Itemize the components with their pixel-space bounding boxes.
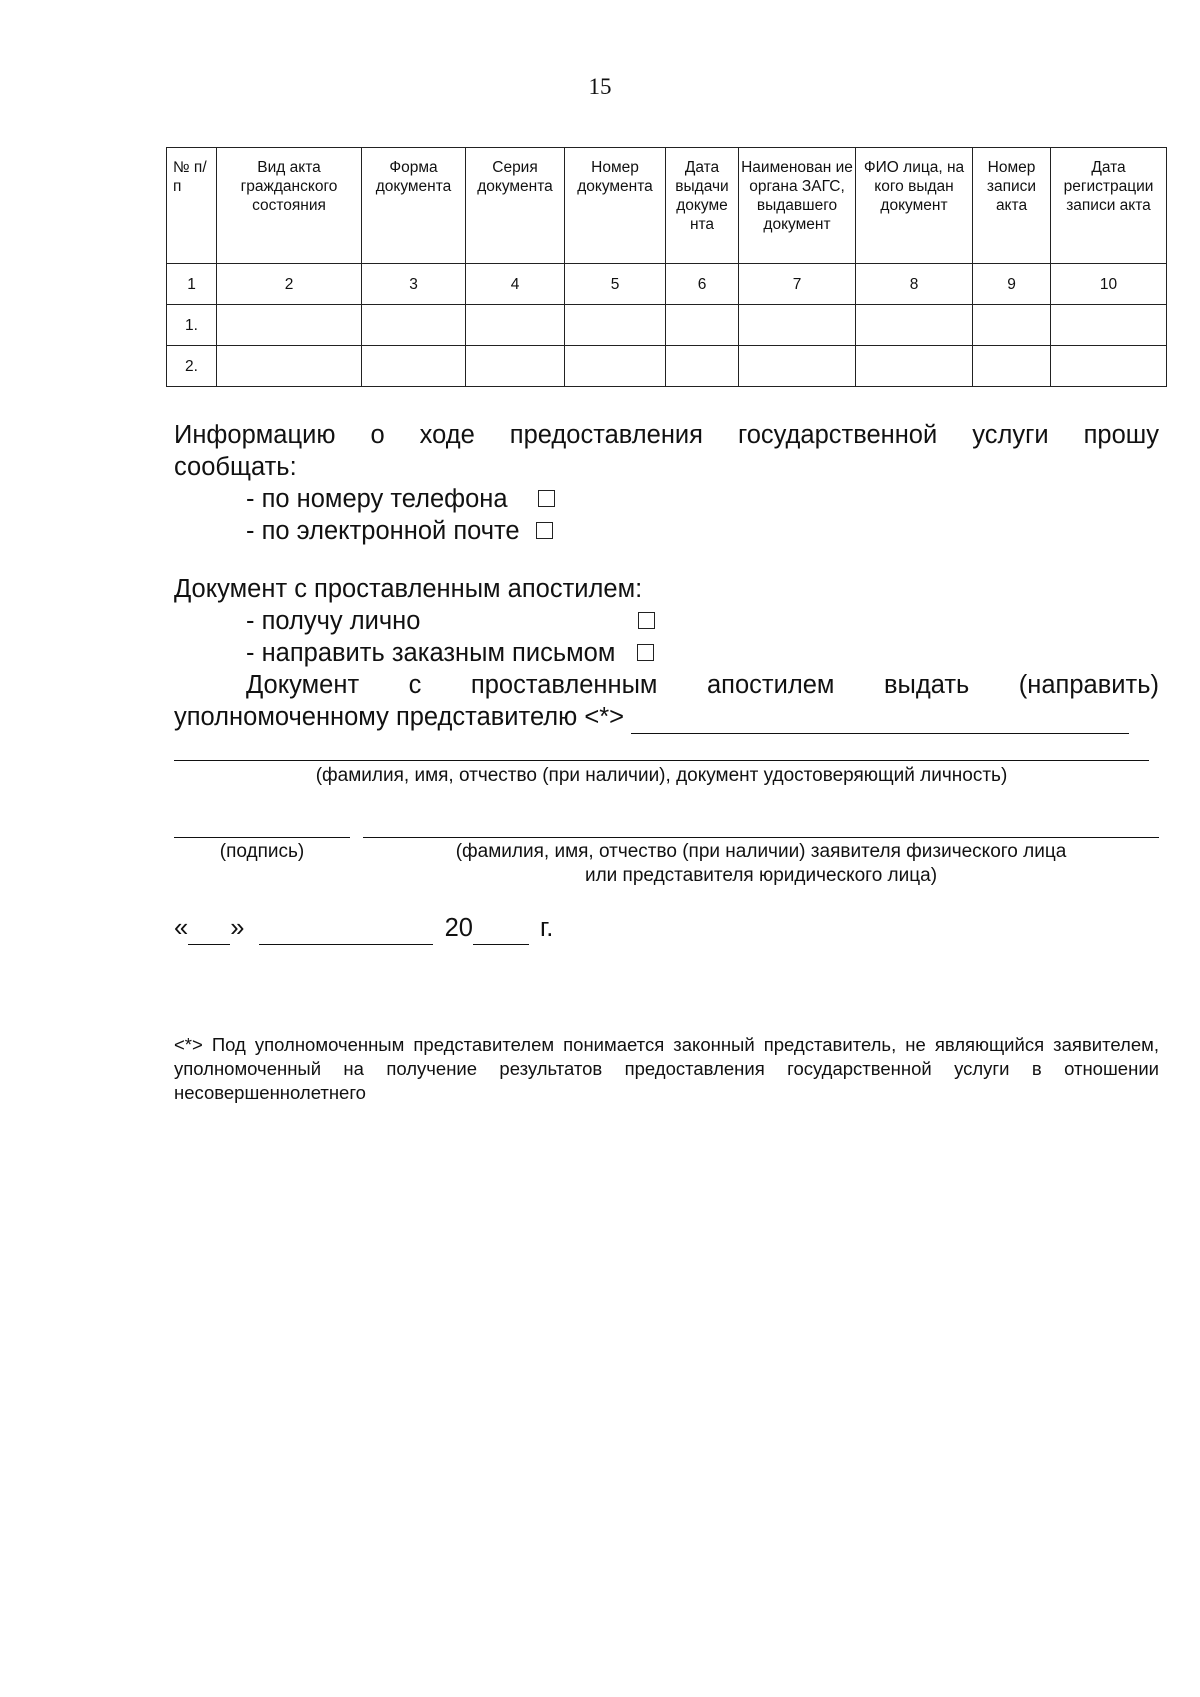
header-cell-doc-series: Серия документа (466, 148, 565, 264)
table-cell[interactable] (856, 346, 973, 387)
date-line (174, 912, 1159, 945)
representative-line (174, 669, 1159, 701)
table-cell[interactable] (466, 346, 565, 387)
header-cell-doc-form: Форма документа (362, 148, 466, 264)
word: прошу (1083, 421, 1160, 449)
table-row (167, 346, 1167, 387)
column-number: 5 (565, 264, 666, 305)
column-number: 3 (362, 264, 466, 305)
header-cell-doc-number: Номер документа (565, 148, 666, 264)
table-cell[interactable] (217, 305, 362, 346)
personal-checkbox[interactable] (638, 612, 655, 629)
column-number: 2 (217, 264, 362, 305)
option-phone-label: - по номеру телефона (246, 485, 508, 513)
column-number: 10 (1051, 264, 1167, 305)
notification-request-line-2: сообщать: (174, 453, 297, 481)
year-prefix: 20 (444, 914, 473, 942)
header-cell-record-number: Номер записи акта (973, 148, 1051, 264)
footnote: <*> Под уполномоченным представителем понимается законный представитель, не являющийся заявителем, уполномоченный на получение результатов предоставления государственной услуги в отношении несовершеннолетнего (174, 1034, 1159, 1103)
date-close-quote: » (230, 914, 245, 942)
day-field[interactable] (188, 912, 230, 945)
word: Информацию (174, 421, 336, 449)
phone-checkbox[interactable] (538, 490, 555, 507)
word: о (370, 421, 385, 449)
table-cell[interactable] (1051, 305, 1167, 346)
column-number: 7 (739, 264, 856, 305)
table-cell[interactable] (1051, 346, 1167, 387)
notification-request-line (174, 419, 1159, 451)
table-cell[interactable] (666, 305, 739, 346)
year-field[interactable] (473, 912, 529, 945)
column-number-row (167, 264, 1167, 305)
apostille-block (174, 573, 1159, 734)
column-number: 4 (466, 264, 565, 305)
row-number: 1. (167, 305, 217, 346)
date-open-quote: « (174, 914, 189, 942)
table-cell[interactable] (466, 305, 565, 346)
table-cell[interactable] (973, 305, 1051, 346)
mail-checkbox[interactable] (637, 644, 654, 661)
representative-fio-caption: (фамилия, имя, отчество (при наличии), документ удостоверяющий личность) (315, 765, 1008, 786)
table-cell[interactable] (362, 346, 466, 387)
header-cell-registry-office: Наименован ие органа ЗАГС, выдавшего документ (739, 148, 856, 264)
representative-name-field[interactable] (631, 701, 1129, 734)
table-cell[interactable] (217, 346, 362, 387)
word: услуги (972, 421, 1049, 449)
month-field[interactable] (259, 912, 433, 945)
page-number: 15 (588, 74, 612, 99)
table-cell[interactable] (565, 305, 666, 346)
column-number: 8 (856, 264, 973, 305)
representative-fio-line[interactable] (174, 760, 1149, 761)
table-cell[interactable] (973, 346, 1051, 387)
word: апостилем (706, 671, 835, 699)
signature-line[interactable] (174, 837, 350, 838)
apostille-title: Документ с проставленным апостилем: (174, 575, 643, 603)
year-suffix: г. (540, 914, 554, 942)
word: Документ (246, 671, 360, 699)
table-row (167, 305, 1167, 346)
column-number: 1 (167, 264, 217, 305)
option-email (174, 515, 1159, 547)
table-header-row (167, 148, 1167, 264)
signature-caption: (подпись) (219, 841, 305, 862)
civil-acts-table (166, 147, 1167, 387)
table-cell[interactable] (666, 346, 739, 387)
option-phone (174, 483, 1159, 515)
applicant-fio-caption-2: или представителя юридического лица) (584, 865, 938, 886)
header-cell-act-type: Вид акта гражданского состояния (217, 148, 362, 264)
applicant-fio-caption-1: (фамилия, имя, отчество (при наличии) заявителя физического лица (455, 841, 1067, 862)
representative-line-2 (174, 701, 1159, 734)
option-personal (174, 605, 1159, 637)
notification-block (174, 419, 1159, 547)
option-email-label: - по электронной почте (246, 517, 520, 545)
column-number: 9 (973, 264, 1051, 305)
word: выдать (883, 671, 970, 699)
header-cell-issue-date: Дата выдачи докуме нта (666, 148, 739, 264)
representative-label: уполномоченному представителю <*> (174, 703, 625, 731)
header-cell-num: № п/п (167, 148, 217, 264)
applicant-fio-line[interactable] (363, 837, 1159, 838)
option-personal-label: - получу лично (246, 607, 421, 635)
header-cell-person-name: ФИО лица, на кого выдан документ (856, 148, 973, 264)
word: государственной (737, 421, 938, 449)
option-mail (174, 637, 1159, 669)
table-cell[interactable] (565, 346, 666, 387)
table-cell[interactable] (739, 346, 856, 387)
header-cell-registration-date: Дата регистрации записи акта (1051, 148, 1167, 264)
word: ходе (419, 421, 475, 449)
word: с (408, 671, 422, 699)
word: предоставления (509, 421, 703, 449)
word: проставленным (470, 671, 658, 699)
table-cell[interactable] (362, 305, 466, 346)
email-checkbox[interactable] (536, 522, 553, 539)
row-number: 2. (167, 346, 217, 387)
table-cell[interactable] (739, 305, 856, 346)
option-mail-label: - направить заказным письмом (246, 639, 616, 667)
word: (направить) (1018, 671, 1159, 699)
column-number: 6 (666, 264, 739, 305)
table-cell[interactable] (856, 305, 973, 346)
